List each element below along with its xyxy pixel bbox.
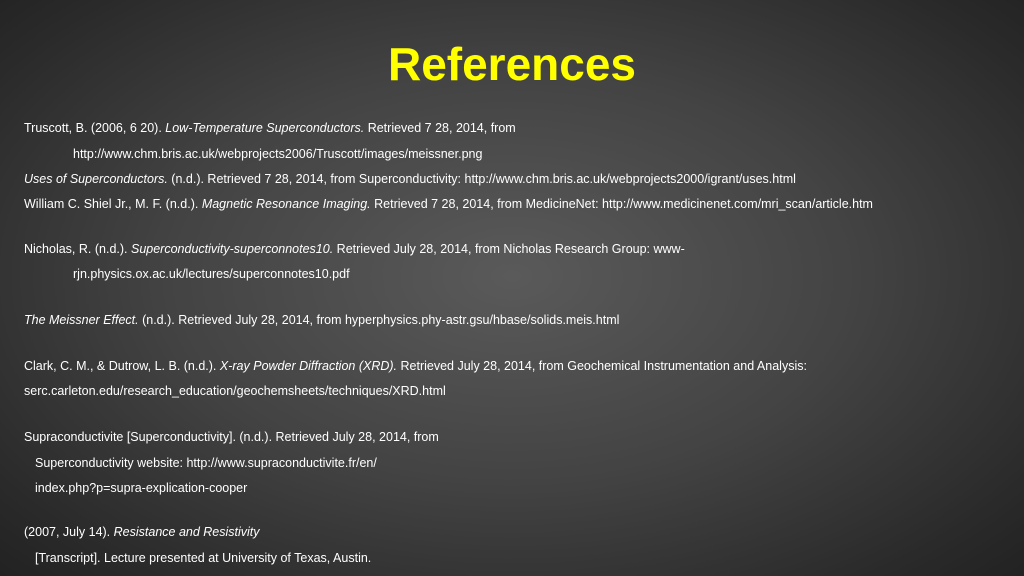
reference-line: Superconductivity website: http://www.supraconductivite.fr/en/ xyxy=(35,456,377,470)
reference-line: Clark, C. M., & Dutrow, L. B. (n.d.). X-ray Powder Diffraction (XRD). Retrieved July 28, 2014, from Geochemical Instrumentation and Analysis: xyxy=(24,359,807,373)
reference-line: Nicholas, R. (n.d.). Superconductivity-superconnotes10. Retrieved July 28, 2014, from Nicholas Research Group: www- xyxy=(24,242,685,256)
reference-line: serc.carleton.edu/research_education/geochemsheets/techniques/XRD.html xyxy=(24,384,446,398)
reference-line: The Meissner Effect. (n.d.). Retrieved July 28, 2014, from hyperphysics.phy-astr.gsu/hbase/solids.meis.html xyxy=(24,313,620,327)
reference-line: rjn.physics.ox.ac.uk/lectures/superconnotes10.pdf xyxy=(73,267,350,281)
reference-line: William C. Shiel Jr., M. F. (n.d.). Magnetic Resonance Imaging. Retrieved 7 28, 2014, from MedicineNet: http://www.medicinenet.com/mri_scan/article.htm xyxy=(24,197,873,211)
reference-line: [Transcript]. Lecture presented at University of Texas, Austin. xyxy=(35,551,372,565)
reference-line: index.php?p=supra-explication-cooper xyxy=(35,481,248,495)
reference-line: Supraconductivite [Superconductivity]. (n.d.). Retrieved July 28, 2014, from xyxy=(24,430,439,444)
reference-line: Truscott, B. (2006, 6 20). Low-Temperature Superconductors. Retrieved 7 28, 2014, from xyxy=(24,121,516,135)
slide-title: References xyxy=(387,38,637,90)
reference-line: (2007, July 14). Resistance and Resistivity xyxy=(24,525,260,539)
reference-line: http://www.chm.bris.ac.uk/webprojects2006/Truscott/images/meissner.png xyxy=(73,147,483,161)
reference-line: Uses of Superconductors. (n.d.). Retrieved 7 28, 2014, from Superconductivity: http://www.chm.bris.ac.uk/webprojects2000/igrant/uses.html xyxy=(24,172,796,186)
